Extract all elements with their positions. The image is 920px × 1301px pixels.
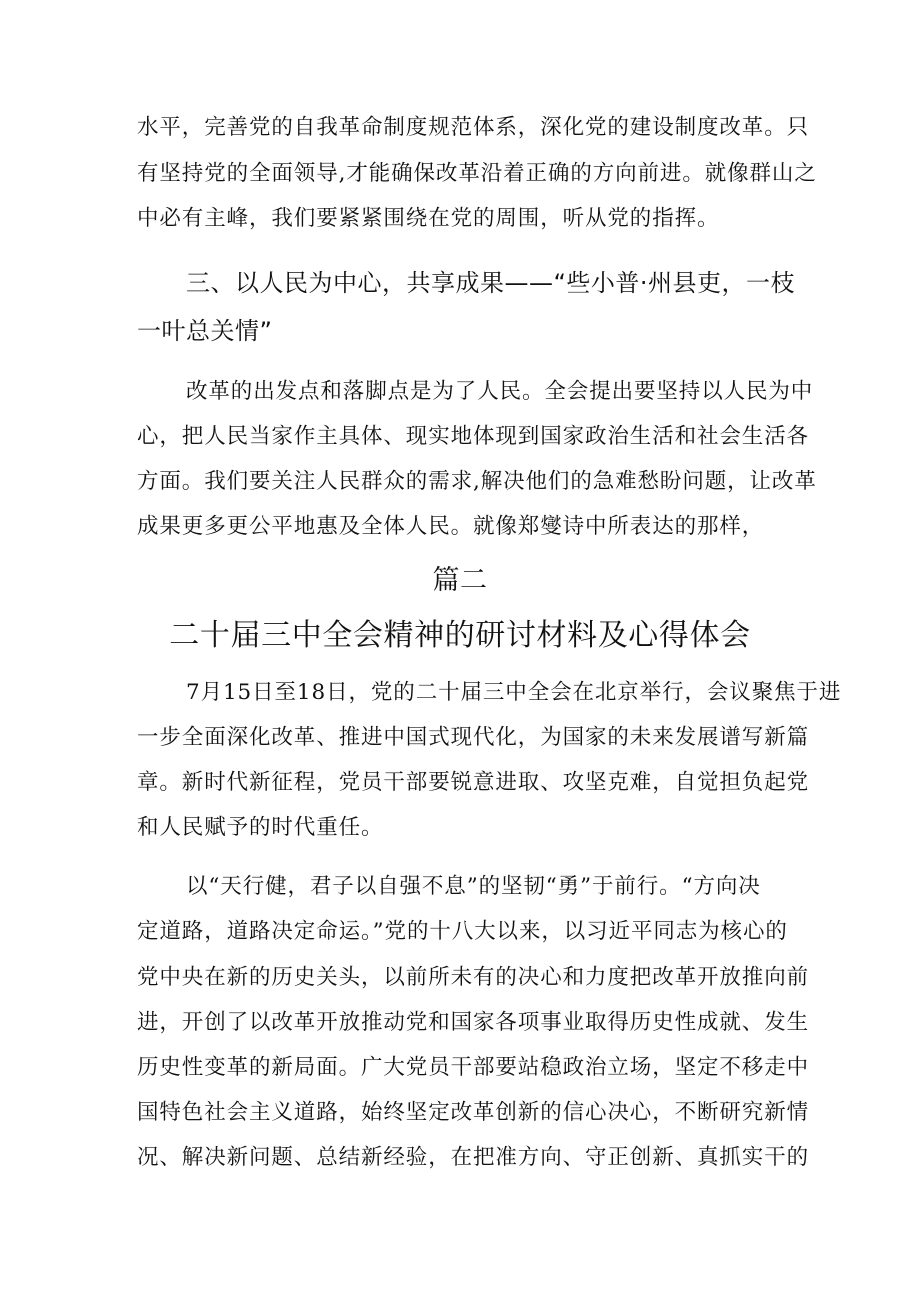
text-line: 成果更多更公平地惠及全体人民。就像郑燮诗中所表达的那样， [137, 514, 765, 539]
text-line: 方面。我们要关注人民群众的需求,解决他们的急难愁盼问题，让改革 [137, 469, 817, 494]
text-line: 7月15日至18日，党的二十届三中全会在北京举行，会议聚焦于进 [186, 680, 842, 705]
text-line: 历史性变革的新局面。广大党员干部要站稳政治立场，坚定不移走中 [137, 1055, 810, 1080]
text-line: 水平，完善党的自我革命制度规范体系，深化党的建设制度改革。只 [137, 115, 810, 140]
text-line: 国特色社会主义道路，始终坚定改革创新的信心决心，不断研究新情 [137, 1100, 810, 1125]
text-line: 心，把人民当家作主具体、现实地体现到国家政治生活和社会生活各 [137, 424, 810, 449]
text-line: 章。新时代新征程，党员干部要锐意进取、攻坚克难，自觉担负起党 [137, 770, 810, 795]
part-label: 篇二 [432, 565, 488, 596]
text-line: 和人民赋予的时代重任。 [137, 815, 384, 840]
text-line: 中必有主峰，我们要紧紧围绕在党的周围，听从党的指挥。 [137, 206, 720, 231]
text-line: 进，开创了以改革开放推动党和国家各项事业取得历史性成就、发生 [137, 1010, 810, 1035]
text-line: 定道路，道路决定命运。”党的十八大以来，以习近平同志为核心的 [137, 919, 788, 944]
heading-line: 一叶总关情” [137, 317, 273, 345]
text-line: 党中央在新的历史关头，以前所未有的决心和力度把改革开放推向前 [137, 965, 810, 990]
heading-line: 三、以人民为中心，共享成果——“些小普·州县吏，一枝 [186, 269, 796, 297]
text-line: 一步全面深化改革、推进中国式现代化，为国家的未来发展谱写新篇 [137, 725, 810, 750]
document-title: 二十届三中全会精神的研讨材料及心得体会 [169, 618, 751, 653]
text-line: 改革的出发点和落脚点是为了人民。全会提出要坚持以人民为中 [186, 379, 814, 404]
text-line: 有坚持党的全面领导,才能确保改革沿着正确的方向前进。就像群山之 [137, 161, 817, 186]
text-line: 况、解决新问题、总结新经验，在把准方向、守正创新、真抓实干的 [137, 1145, 810, 1170]
text-line: 以“天行健，君子以自强不息”的坚韧“勇”于前行。“方向决 [186, 874, 761, 899]
